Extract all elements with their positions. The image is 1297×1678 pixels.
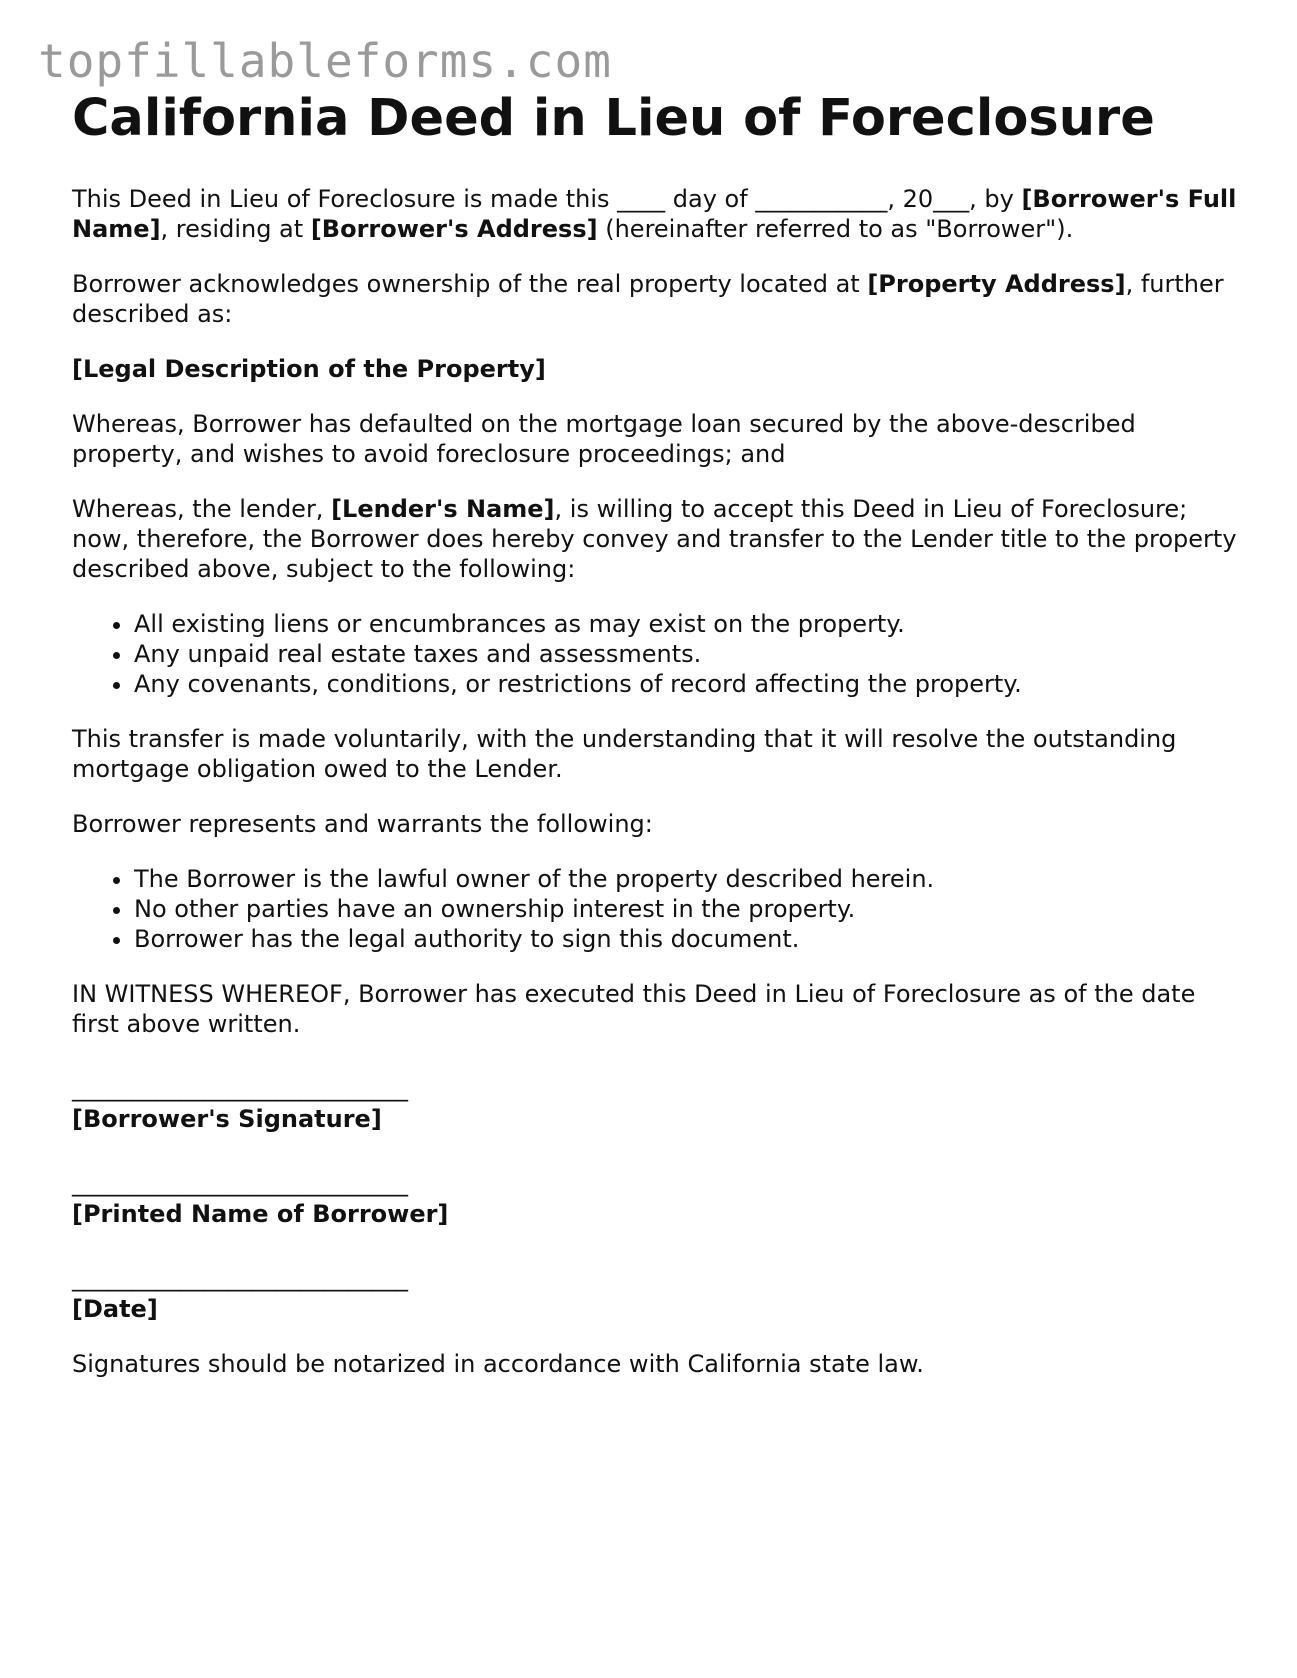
list-item: • The Borrower is the lawful owner of the property described herein.: [134, 864, 1242, 894]
list-item: • Any covenants, conditions, or restrictions of record affecting the property.: [134, 669, 1242, 699]
intro-text-2: day of: [665, 185, 756, 213]
ownership-text-1: Borrower acknowledges ownership of the real property located at: [72, 270, 868, 298]
borrower-address-placeholder: [Borrower's Address]: [310, 215, 598, 243]
witness-paragraph: IN WITNESS WHEREOF, Borrower has executed this Deed in Lieu of Foreclosure as of the date first above written.: [72, 980, 1196, 1038]
document-title: California Deed in Lieu of Foreclosure: [72, 89, 1155, 148]
date-line: ____________________________: [72, 1264, 408, 1292]
intro-text-4: , by: [969, 185, 1022, 213]
borrower-signature-label: [Borrower's Signature]: [72, 1105, 382, 1133]
whereas-lender-text-2: , is willing to accept this Deed in Lieu of Foreclosure; now, therefore, the Borrower does hereby convey and transfer to the Lender title to the property described above, subject to the following:: [72, 495, 1237, 583]
whereas-lender-text-1: Whereas, the lender,: [72, 495, 332, 523]
property-address-placeholder: [Property Address]: [867, 270, 1126, 298]
warranties-list: [72, 864, 1242, 954]
printed-name-label: [Printed Name of Borrower]: [72, 1200, 449, 1228]
intro-paragraph: [72, 184, 1242, 244]
document-page: [72, 88, 1242, 1379]
list-item: • Borrower has the legal authority to sign this document.: [134, 924, 1242, 954]
list-item: • Any unpaid real estate taxes and assessments.: [134, 639, 1242, 669]
day-blank: ____: [617, 185, 666, 213]
legal-description-placeholder: [72, 354, 1242, 384]
borrower-name-placeholder: [Borrower's Full Name]: [72, 185, 1237, 243]
list-item: • All existing liens or encumbrances as may exist on the property.: [134, 609, 1242, 639]
intro-text-5: , residing at: [160, 215, 311, 243]
list-item: • No other parties have an ownership interest in the property.: [134, 894, 1242, 924]
represents-paragraph: Borrower represents and warrants the following:: [72, 810, 653, 838]
legal-description-text: [Legal Description of the Property]: [72, 355, 546, 383]
intro-text-3: , 20: [887, 185, 934, 213]
date-label: [Date]: [72, 1295, 158, 1323]
signature-line: ____________________________: [72, 1074, 408, 1102]
whereas-lender-paragraph: [72, 494, 1242, 584]
whereas-default-paragraph: Whereas, Borrower has defaulted on the mortgage loan secured by the above-described property, and wishes to avoid foreclosure proceedings; and: [72, 410, 1136, 468]
month-blank: ___________: [755, 185, 888, 213]
conditions-list: [72, 609, 1242, 699]
watermark: topfillableforms.com: [38, 34, 612, 88]
printed-name-line: ____________________________: [72, 1169, 408, 1197]
notary-note: Signatures should be notarized in accordance with California state law.: [72, 1350, 924, 1378]
year-blank: ___: [933, 185, 970, 213]
intro-text-1: This Deed in Lieu of Foreclosure is made this: [72, 185, 618, 213]
ownership-text-2: , further described as:: [72, 270, 1224, 328]
lender-name-placeholder: [Lender's Name]: [331, 495, 555, 523]
ownership-paragraph: [72, 269, 1242, 329]
intro-text-6: (hereinafter referred to as "Borrower").: [597, 215, 1074, 243]
voluntary-paragraph: This transfer is made voluntarily, with the understanding that it will resolve the outstanding mortgage obligation owed to the Lender.: [72, 725, 1177, 783]
